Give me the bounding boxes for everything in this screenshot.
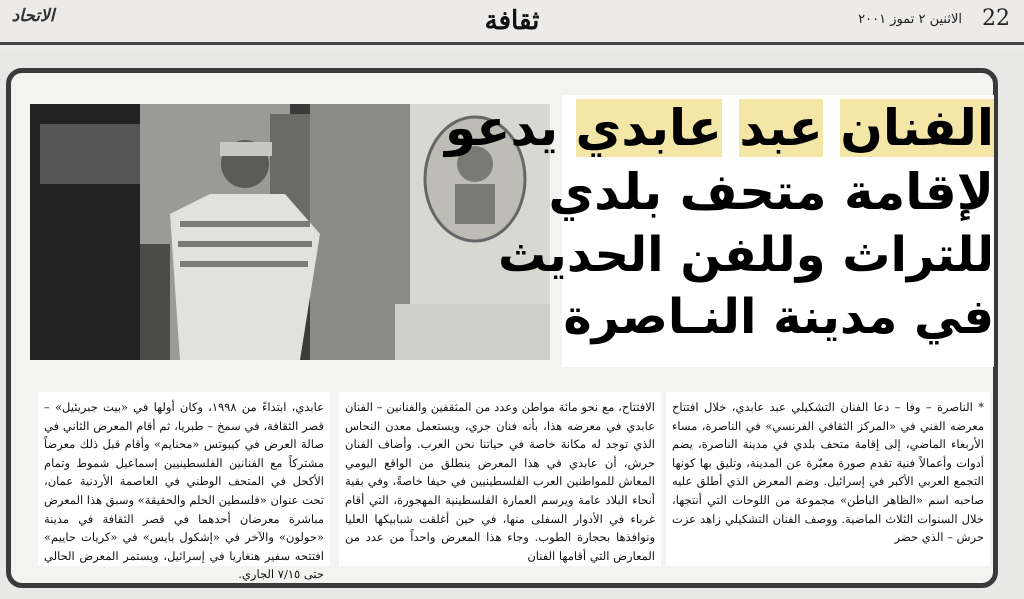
headline-space <box>823 99 840 157</box>
article-column-3: عابدي، ابتداءً من ١٩٩٨، وكان أولها في «بيت جبريئيل» – قصر الثقافة، في سمخ – طبريا، ثم أقام المعرض الثاني في صالة العرض في كيبوتس «محنايم» وأقام قبل ذلك معرضاً مشتركاً مع الفنانين الفلسطينيين إسماعيل شموط وتمام الأكحل في المتحف الوطني في العاصمة الأردنية عمان، تحت عنوان «فلسطين الحلم والحقيقة» وسبق هذا المعرض مباشرة معرضان أحدهما في قصر الثقافة في مدينة «حولون» والآخر في «إشكول بايس» في «كريات حاييم» افتتحه سفير هنغاريا في إسرائيل، ويستمر المعرض الحالي حتى ٧/١٥ الجاري. <box>38 392 330 566</box>
article-column-1: * الناصرة – وفا – دعا الفنان التشكيلي عبد عابدي، خلال افتتاح معرضه الفني في «المركز الثقافي الفرنسي» في الناصرة، مساء الأربعاء الماضي، إلى إقامة متحف بلدي في مدينة الناصرة، يضم أدوات وأعمالاً فنية تقدم صورة معبّرة عن المدينة، وتليق بها كونها التجمع العربي الأكبر في إسرائيل. وضم المعرض الذي أطلق عليه صاحبه اسم «الظاهر الباطن» مجموعة من اللوحات التي أنتجها، خلال السنوات الثلاث الماضية. ووصف الفنان التشكيلي زاهد عزت حرش – الذي حضر <box>666 392 990 566</box>
headline-word-calls: يدعو <box>444 99 576 157</box>
page-header <box>0 0 1024 52</box>
headline-word-artist: الفنان <box>840 99 994 157</box>
headline-line-1 <box>444 99 994 157</box>
header-rule <box>0 42 1024 45</box>
page-number: 22 <box>982 6 1010 31</box>
headline-space <box>722 99 739 157</box>
issue-date: الاثنين ٢ تموز ٢٠٠١ <box>858 12 962 27</box>
newspaper-logo: الاتحاد <box>11 6 55 26</box>
headline-line-2: لإقامة متحف بلدي <box>548 163 994 221</box>
headline-line-4: في مدينة النـاصرة <box>563 289 994 345</box>
section-title: ثقافة <box>484 6 540 36</box>
headline-word-abd: عبد <box>739 99 823 157</box>
headline-line-3: للتراث وللفن الحديث <box>497 227 994 283</box>
headline-box <box>444 95 994 367</box>
headline-word-abidi: عابدي <box>575 99 722 157</box>
article-column-2: الافتتاح، مع نحو مائة مواطن وعدد من المثقفين والفنانين – الفنان عابدي في معرضه هذا، بأنه فنان جري، ويستعمل معدن النحاس الذي توجد له مكانة خاصة في حياتنا نحن العرب. وأضاف الفنان حرش، أن عابدي في هذا المعرض ينطلق من الواقع اليومي المعاش للمواطنين العرب الفلسطينيين في حيفا خاصةً، وفي بقية أنحاء البلاد عامة ويرسم العمارة الفلسطينية المهجورة، التي أقام غرباء في الأدوار السفلى منها، في حين أغلقت شبابيكها العليا ونوافذها بحجارة الطوب. وجاء هذا المعرض واحداً من عدد من المعارض التي أقامها الفنان <box>339 392 661 566</box>
